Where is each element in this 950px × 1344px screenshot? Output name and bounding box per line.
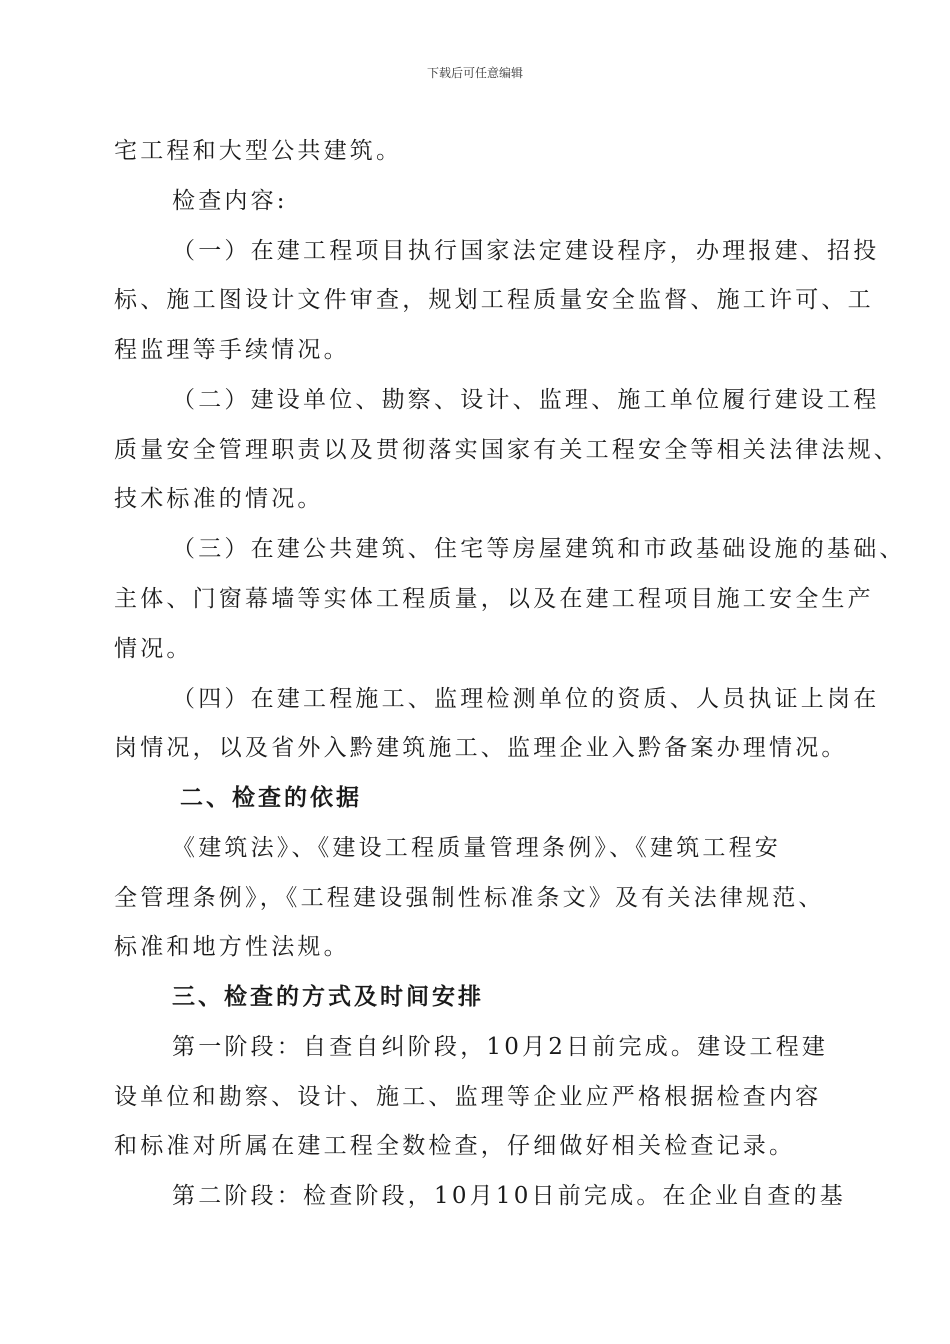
page-header-note: 下载后可任意编辑 xyxy=(426,66,523,80)
paragraph-line-continuation: 宅工程和大型公共建筑。 xyxy=(114,138,403,164)
item-3-line-2: 主体、门窗幕墙等实体工程质量，以及在建工程项目施工安全生产 xyxy=(114,586,874,612)
item-3-line-1: （三）在建公共建筑、住宅等房屋建筑和市政基础设施的基础、 xyxy=(172,536,906,562)
section-heading-basis: 二、检查的依据 xyxy=(180,784,362,811)
item-1-line-2: 标、施工图设计文件审查，规划工程质量安全监督、施工许可、工 xyxy=(114,287,874,313)
stage-1-line-3: 和标准对所属在建工程全数检查，仔细做好相关检查记录。 xyxy=(114,1133,796,1159)
inspection-content-label: 检查内容: xyxy=(172,188,288,214)
item-4-line-1: （四）在建工程施工、监理检测单位的资质、人员执证上岗在 xyxy=(172,686,880,712)
basis-line-1: 《建筑法》、《建设工程质量管理条例》、《建筑工程安 xyxy=(172,835,781,861)
basis-line-3: 标准和地方性法规。 xyxy=(114,934,350,960)
item-3-line-3: 情况。 xyxy=(114,636,193,662)
item-2-line-1: （二）建设单位、勘察、设计、监理、施工单位履行建设工程 xyxy=(172,387,880,413)
basis-line-2: 全管理条例》，《工程建设强制性标准条文》及有关法律规范、 xyxy=(114,885,825,911)
item-4-line-2: 岗情况，以及省外入黔建筑施工、监理企业入黔备案办理情况。 xyxy=(114,735,848,761)
stage-1-line-1: 第一阶段：自查自纠阶段，10月2日前完成。建设工程建 xyxy=(172,1034,829,1060)
item-1-line-1: （一）在建工程项目执行国家法定建设程序，办理报建、招投 xyxy=(172,238,880,264)
section-heading-method-schedule: 三、检查的方式及时间安排 xyxy=(172,983,484,1010)
item-1-line-3: 程监理等手续情况。 xyxy=(114,337,350,363)
item-2-line-2: 质量安全管理职责以及贯彻落实国家有关工程安全等相关法律法规、 xyxy=(114,437,900,463)
stage-2-line-1: 第二阶段：检查阶段，10月10日前完成。在企业自查的基 xyxy=(172,1183,846,1209)
item-2-line-3: 技术标准的情况。 xyxy=(114,486,324,512)
stage-1-line-2: 设单位和勘察、设计、施工、监理等企业应严格根据检查内容 xyxy=(114,1084,822,1110)
